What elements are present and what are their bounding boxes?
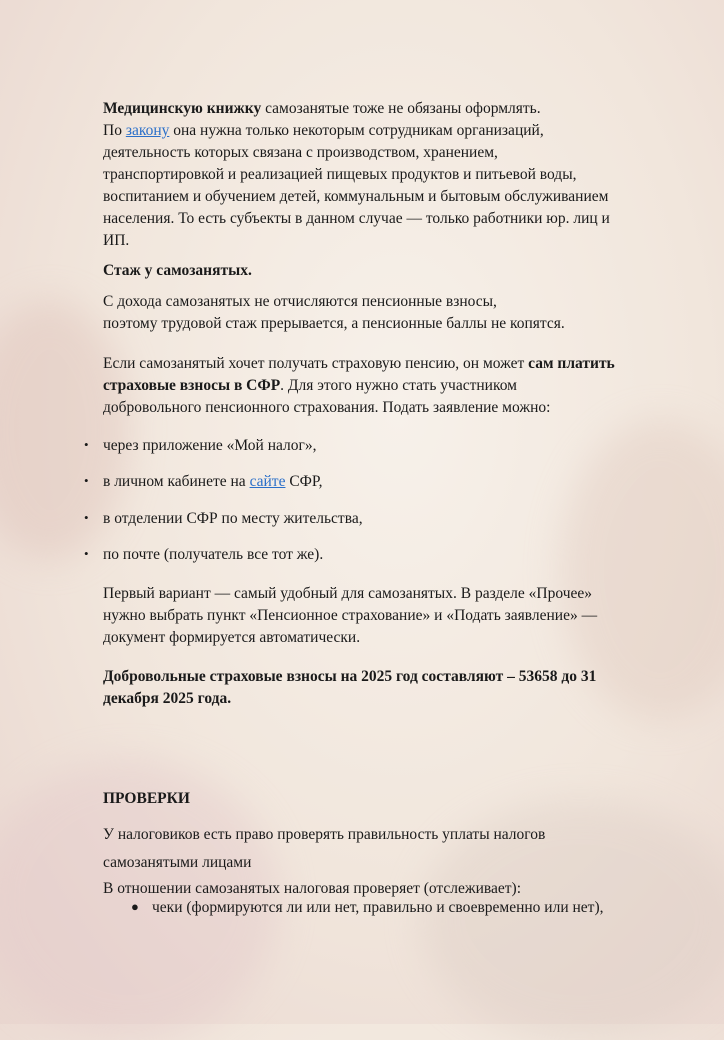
med-book-text: самозанятые тоже не обязаны оформлять. [261,100,541,117]
bullet-icon: • [84,473,89,488]
paragraph-line: нужно выбрать пункт «Пенсионное страхование» и «Подать заявление» — [103,607,598,624]
sfr-site-link[interactable]: сайте [249,473,286,490]
med-book-line-1 [103,98,541,119]
stazh-heading: Стаж у самозанятых. [103,262,252,279]
med-book-bold: Медицинскую книжку [103,100,262,117]
law-pre: По [103,122,126,139]
checks-heading: ПРОВЕРКИ [103,790,190,807]
paragraph-line: документ формируется автоматически. [103,629,361,646]
list-item: через приложение «Мой налог», [103,437,317,454]
bullet-icon: • [84,546,89,561]
law-post: она нужна только некоторым сотрудникам организаций, [169,122,544,139]
pension-bold: сам платить [528,355,615,372]
pension-line-1 [103,353,615,374]
paragraph-line: поэтому трудовой стаж прерывается, а пенсионные баллы не копятся. [103,315,565,332]
list-item: по почте (получатель все тот же). [103,546,324,563]
paragraph-line: воспитанием и обучением детей, коммунальным и бытовым обслуживанием [103,188,609,205]
paragraph-line: У налоговиков есть право проверять правильность уплаты налогов [103,826,546,843]
pension-bold-2: страховые взносы в СФР [103,377,281,394]
pension-line-2 [103,375,517,396]
list-item: в отделении СФР по месту жительства, [103,510,363,527]
list-item-pre: в личном кабинете на [103,473,250,490]
paragraph-line: С дохода самозанятых не отчисляются пенсионные взносы, [103,293,497,310]
pension-pre: Если самозанятый хочет получать страховую пенсию, он может [103,355,529,372]
paragraph-line: добровольного пенсионного страхования. Подать заявление можно: [103,399,551,416]
list-item [103,471,323,492]
bullet-icon: • [84,510,89,525]
paragraph-line: населения. То есть субъекты в данном случае — только работники юр. лиц и [103,210,610,227]
paragraph-line: транспортировкой и реализацией пищевых продуктов и питьевой воды, [103,166,577,183]
bullet-icon: • [84,437,89,452]
paragraph-line: деятельность которых связана с производством, хранением, [103,144,498,161]
paragraph-line: ИП. [103,232,130,249]
contributions-line-2: декабря 2025 года. [103,690,232,707]
bullet-icon: ● [131,899,139,914]
law-link[interactable]: закону [125,122,170,139]
list-item: чеки (формируются ли или нет, правильно и своевременно или нет), [152,899,604,916]
pension-post: . Для этого нужно стать участником [280,377,517,394]
law-line [103,120,544,141]
list-item-post: СФР, [285,473,323,490]
paragraph-line: Первый вариант — самый удобный для самозанятых. В разделе «Прочее» [103,585,593,602]
paragraph-line: самозанятыми лицами [103,854,252,871]
contributions-line-1: Добровольные страховые взносы на 2025 год составляют – 53658 до 31 [103,668,597,685]
paragraph-line: В отношении самозанятых налоговая проверяет (отслеживает): [103,880,522,897]
